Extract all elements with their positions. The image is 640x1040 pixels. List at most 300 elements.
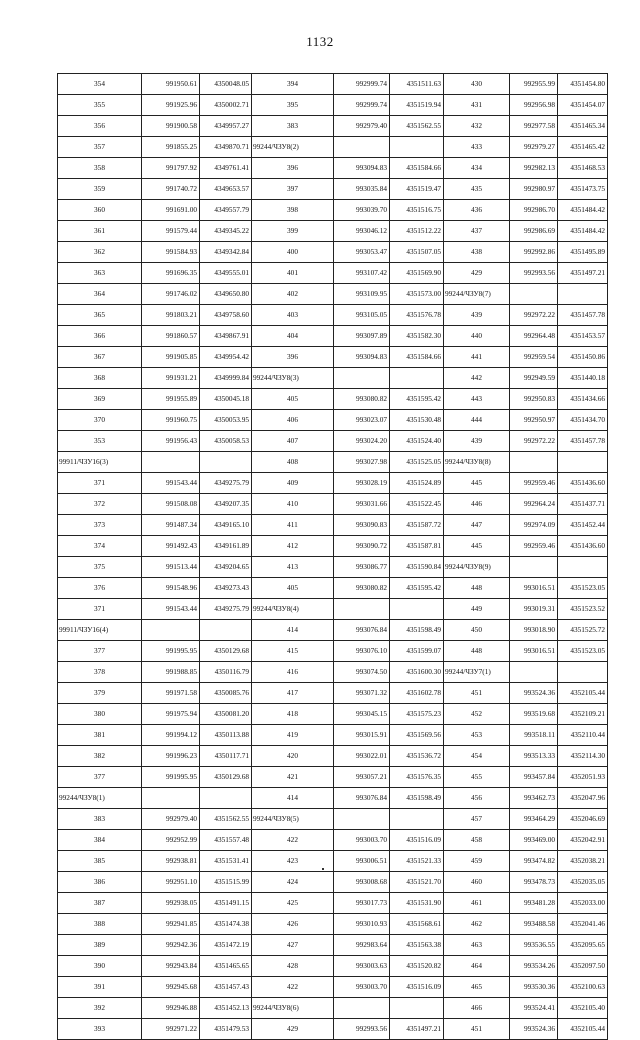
y-coordinate-cell: 4351524.89 xyxy=(390,473,444,494)
x-coordinate-cell: 993046.12 xyxy=(334,221,390,242)
point-number-cell: 394 xyxy=(252,74,334,95)
point-number-cell: 368 xyxy=(58,368,142,389)
point-number-cell: 356 xyxy=(58,116,142,137)
x-coordinate-cell: 993107.42 xyxy=(334,263,390,284)
table-row xyxy=(58,641,608,662)
x-coordinate-cell: 993008.68 xyxy=(334,872,390,893)
x-coordinate-cell: 992977.58 xyxy=(510,116,558,137)
y-coordinate-cell: 4351531.41 xyxy=(200,851,252,872)
y-coordinate-cell: 4351562.55 xyxy=(390,116,444,137)
point-number-cell: 380 xyxy=(58,704,142,725)
y-coordinate-cell: 4351595.42 xyxy=(390,389,444,410)
point-number-cell: 422 xyxy=(252,830,334,851)
table-row xyxy=(58,410,608,431)
y-coordinate-cell: 4351507.05 xyxy=(390,242,444,263)
table-row xyxy=(58,683,608,704)
y-coordinate-cell: 4351497.21 xyxy=(558,263,608,284)
point-number-cell: 414 xyxy=(252,620,334,641)
table-row xyxy=(58,263,608,284)
x-coordinate-cell: 993478.73 xyxy=(510,872,558,893)
point-number-cell: 424 xyxy=(252,872,334,893)
point-number-cell: 425 xyxy=(252,893,334,914)
y-coordinate-cell: 4351450.86 xyxy=(558,347,608,368)
x-coordinate-cell: 993534.26 xyxy=(510,956,558,977)
x-coordinate-cell: 991584.93 xyxy=(142,242,200,263)
point-number-cell: 354 xyxy=(58,74,142,95)
point-number-cell: 421 xyxy=(252,767,334,788)
point-number-cell: 412 xyxy=(252,536,334,557)
y-coordinate-cell: 4351516.09 xyxy=(390,977,444,998)
point-number-cell: 372 xyxy=(58,494,142,515)
y-coordinate-cell: 4349161.89 xyxy=(200,536,252,557)
point-number-cell: 370 xyxy=(58,410,142,431)
point-number-cell: 452 xyxy=(444,704,510,725)
point-number-cell: 442 xyxy=(444,368,510,389)
y-coordinate-cell: 4352114.30 xyxy=(558,746,608,767)
table-row xyxy=(58,998,608,1019)
point-number-cell: 435 xyxy=(444,179,510,200)
x-coordinate-cell xyxy=(142,452,200,473)
y-coordinate-cell: 4351434.66 xyxy=(558,389,608,410)
x-coordinate-cell xyxy=(334,998,390,1019)
table-row xyxy=(58,620,608,641)
x-coordinate-cell: 992949.59 xyxy=(510,368,558,389)
x-coordinate-cell xyxy=(334,368,390,389)
x-coordinate-cell: 993464.29 xyxy=(510,809,558,830)
point-number-cell: 418 xyxy=(252,704,334,725)
y-coordinate-cell: 4351525.05 xyxy=(390,452,444,473)
y-coordinate-cell: 4350117.71 xyxy=(200,746,252,767)
y-coordinate-cell: 4352051.93 xyxy=(558,767,608,788)
x-coordinate-cell: 992983.64 xyxy=(334,935,390,956)
x-coordinate-cell: 993022.01 xyxy=(334,746,390,767)
y-coordinate-cell: 4351584.66 xyxy=(390,347,444,368)
point-number-cell: 450 xyxy=(444,620,510,641)
y-coordinate-cell: 4351599.07 xyxy=(390,641,444,662)
x-coordinate-cell: 991860.57 xyxy=(142,326,200,347)
point-number-cell: 447 xyxy=(444,515,510,536)
y-coordinate-cell: 4351519.94 xyxy=(390,95,444,116)
point-number-cell: 444 xyxy=(444,410,510,431)
point-number-cell: 401 xyxy=(252,263,334,284)
point-number-cell: 462 xyxy=(444,914,510,935)
point-number-cell: 427 xyxy=(252,935,334,956)
table-row xyxy=(58,326,608,347)
y-coordinate-cell: 4351479.53 xyxy=(200,1019,252,1040)
point-number-cell: 458 xyxy=(444,830,510,851)
point-number-cell: 426 xyxy=(252,914,334,935)
y-coordinate-cell: 4351575.23 xyxy=(390,704,444,725)
table-row xyxy=(58,536,608,557)
y-coordinate-cell: 4349275.79 xyxy=(200,473,252,494)
y-coordinate-cell: 4351434.70 xyxy=(558,410,608,431)
y-coordinate-cell: 4351576.78 xyxy=(390,305,444,326)
y-coordinate-cell: 4351569.90 xyxy=(390,263,444,284)
x-coordinate-cell: 993027.98 xyxy=(334,452,390,473)
y-coordinate-cell: 4351495.89 xyxy=(558,242,608,263)
y-coordinate-cell: 4352046.69 xyxy=(558,809,608,830)
point-number-cell: 429 xyxy=(252,1019,334,1040)
x-coordinate-cell: 993018.90 xyxy=(510,620,558,641)
x-coordinate-cell: 991508.08 xyxy=(142,494,200,515)
x-coordinate-cell: 993462.73 xyxy=(510,788,558,809)
x-coordinate-cell: 993090.72 xyxy=(334,536,390,557)
y-coordinate-cell: 4350048.05 xyxy=(200,74,252,95)
table-row xyxy=(58,368,608,389)
y-coordinate-cell: 4351576.35 xyxy=(390,767,444,788)
y-coordinate-cell xyxy=(390,368,444,389)
point-number-cell: 376 xyxy=(58,578,142,599)
x-coordinate-cell: 992974.09 xyxy=(510,515,558,536)
y-coordinate-cell: 4351557.48 xyxy=(200,830,252,851)
y-coordinate-cell: 4351563.38 xyxy=(390,935,444,956)
y-coordinate-cell: 4351524.40 xyxy=(390,431,444,452)
point-number-cell: 414 xyxy=(252,788,334,809)
y-coordinate-cell: 4351484.42 xyxy=(558,200,608,221)
y-coordinate-cell: 4352038.21 xyxy=(558,851,608,872)
point-number-cell: 396 xyxy=(252,158,334,179)
point-number-cell: 385 xyxy=(58,851,142,872)
y-coordinate-cell: 4349758.60 xyxy=(200,305,252,326)
x-coordinate-cell: 992941.85 xyxy=(142,914,200,935)
y-coordinate-cell xyxy=(558,557,608,578)
y-coordinate-cell: 4350129.68 xyxy=(200,767,252,788)
point-number-cell: 430 xyxy=(444,74,510,95)
point-number-cell: 406 xyxy=(252,410,334,431)
y-coordinate-cell: 4350053.95 xyxy=(200,410,252,431)
point-number-cell: 383 xyxy=(58,809,142,830)
y-coordinate-cell: 4351511.63 xyxy=(390,74,444,95)
y-coordinate-cell: 4349275.79 xyxy=(200,599,252,620)
point-number-cell: 362 xyxy=(58,242,142,263)
y-coordinate-cell xyxy=(200,788,252,809)
y-coordinate-cell: 4351474.38 xyxy=(200,914,252,935)
point-number-cell: 453 xyxy=(444,725,510,746)
x-coordinate-cell: 993024.20 xyxy=(334,431,390,452)
x-coordinate-cell: 992972.22 xyxy=(510,431,558,452)
y-coordinate-cell: 4349999.84 xyxy=(200,368,252,389)
point-number-cell: 366 xyxy=(58,326,142,347)
y-coordinate-cell xyxy=(390,137,444,158)
point-number-cell: 455 xyxy=(444,767,510,788)
point-number-cell: 384 xyxy=(58,830,142,851)
x-coordinate-cell: 991996.23 xyxy=(142,746,200,767)
x-coordinate-cell: 991696.35 xyxy=(142,263,200,284)
x-coordinate-cell: 992951.10 xyxy=(142,872,200,893)
y-coordinate-cell xyxy=(200,452,252,473)
point-number-cell: 420 xyxy=(252,746,334,767)
y-coordinate-cell: 4351465.34 xyxy=(558,116,608,137)
table-row xyxy=(58,221,608,242)
table-row xyxy=(58,452,608,473)
x-coordinate-cell: 993518.11 xyxy=(510,725,558,746)
x-coordinate-cell xyxy=(334,137,390,158)
x-coordinate-cell: 993017.73 xyxy=(334,893,390,914)
x-coordinate-cell: 991905.85 xyxy=(142,347,200,368)
y-coordinate-cell: 4350058.53 xyxy=(200,431,252,452)
point-number-cell: 371 xyxy=(58,473,142,494)
parcel-header-cell: 99244/ЧЗУ8(7) xyxy=(444,284,510,305)
point-number-cell: 415 xyxy=(252,641,334,662)
table-row xyxy=(58,935,608,956)
point-number-cell: 463 xyxy=(444,935,510,956)
y-coordinate-cell: 4352035.05 xyxy=(558,872,608,893)
y-coordinate-cell: 4351516.09 xyxy=(390,830,444,851)
x-coordinate-cell: 992979.27 xyxy=(510,137,558,158)
x-coordinate-cell: 992952.99 xyxy=(142,830,200,851)
table-row xyxy=(58,116,608,137)
point-number-cell: 388 xyxy=(58,914,142,935)
y-coordinate-cell: 4352109.21 xyxy=(558,704,608,725)
table-row xyxy=(58,473,608,494)
y-coordinate-cell: 4350045.18 xyxy=(200,389,252,410)
y-coordinate-cell: 4349653.57 xyxy=(200,179,252,200)
point-number-cell: 428 xyxy=(252,956,334,977)
point-number-cell: 373 xyxy=(58,515,142,536)
x-coordinate-cell: 993019.31 xyxy=(510,599,558,620)
x-coordinate-cell: 993035.84 xyxy=(334,179,390,200)
x-coordinate-cell xyxy=(510,557,558,578)
point-number-cell: 439 xyxy=(444,305,510,326)
x-coordinate-cell: 993031.66 xyxy=(334,494,390,515)
point-number-cell: 440 xyxy=(444,326,510,347)
x-coordinate-cell: 993023.07 xyxy=(334,410,390,431)
x-coordinate-cell: 992971.22 xyxy=(142,1019,200,1040)
x-coordinate-cell: 992938.81 xyxy=(142,851,200,872)
x-coordinate-cell: 993015.91 xyxy=(334,725,390,746)
table-row xyxy=(58,977,608,998)
y-coordinate-cell: 4352100.63 xyxy=(558,977,608,998)
x-coordinate-cell: 993519.68 xyxy=(510,704,558,725)
point-number-cell: 399 xyxy=(252,221,334,242)
y-coordinate-cell: 4351457.78 xyxy=(558,431,608,452)
y-coordinate-cell xyxy=(558,662,608,683)
y-coordinate-cell: 4351453.57 xyxy=(558,326,608,347)
x-coordinate-cell: 993003.70 xyxy=(334,830,390,851)
point-number-cell: 375 xyxy=(58,557,142,578)
parcel-header-cell: 99244/ЧЗУ8(6) xyxy=(252,998,334,1019)
y-coordinate-cell: 4351436.60 xyxy=(558,536,608,557)
point-number-cell: 383 xyxy=(252,116,334,137)
point-number-cell: 359 xyxy=(58,179,142,200)
point-number-cell: 465 xyxy=(444,977,510,998)
x-coordinate-cell: 993469.00 xyxy=(510,830,558,851)
y-coordinate-cell: 4349165.10 xyxy=(200,515,252,536)
y-coordinate-cell: 4352105.44 xyxy=(558,683,608,704)
point-number-cell: 397 xyxy=(252,179,334,200)
x-coordinate-cell: 993045.15 xyxy=(334,704,390,725)
y-coordinate-cell: 4351602.78 xyxy=(390,683,444,704)
x-coordinate-cell: 991988.85 xyxy=(142,662,200,683)
x-coordinate-cell: 992942.36 xyxy=(142,935,200,956)
table-row xyxy=(58,956,608,977)
y-coordinate-cell: 4351522.45 xyxy=(390,494,444,515)
x-coordinate-cell: 993474.82 xyxy=(510,851,558,872)
y-coordinate-cell: 4349555.01 xyxy=(200,263,252,284)
table-row xyxy=(58,347,608,368)
x-coordinate-cell: 991995.95 xyxy=(142,641,200,662)
y-coordinate-cell: 4351568.61 xyxy=(390,914,444,935)
x-coordinate-cell: 993481.28 xyxy=(510,893,558,914)
y-coordinate-cell: 4351530.48 xyxy=(390,410,444,431)
x-coordinate-cell: 993076.84 xyxy=(334,788,390,809)
table-row xyxy=(58,515,608,536)
x-coordinate-cell: 992964.24 xyxy=(510,494,558,515)
table-row xyxy=(58,74,608,95)
x-coordinate-cell: 992979.40 xyxy=(142,809,200,830)
y-coordinate-cell: 4349761.41 xyxy=(200,158,252,179)
y-coordinate-cell: 4351562.55 xyxy=(200,809,252,830)
x-coordinate-cell: 992993.56 xyxy=(334,1019,390,1040)
x-coordinate-cell: 992946.88 xyxy=(142,998,200,1019)
x-coordinate-cell xyxy=(142,620,200,641)
table-row xyxy=(58,893,608,914)
x-coordinate-cell: 991931.21 xyxy=(142,368,200,389)
y-coordinate-cell: 4351598.49 xyxy=(390,788,444,809)
point-number-cell: 422 xyxy=(252,977,334,998)
x-coordinate-cell: 993076.84 xyxy=(334,620,390,641)
y-coordinate-cell: 4349207.35 xyxy=(200,494,252,515)
y-coordinate-cell: 4351531.90 xyxy=(390,893,444,914)
table-row xyxy=(58,914,608,935)
x-coordinate-cell: 991803.21 xyxy=(142,305,200,326)
x-coordinate-cell: 992959.46 xyxy=(510,536,558,557)
x-coordinate-cell: 993053.47 xyxy=(334,242,390,263)
y-coordinate-cell: 4349954.42 xyxy=(200,347,252,368)
x-coordinate-cell: 991925.96 xyxy=(142,95,200,116)
parcel-header-cell: 99244/ЧЗУ8(3) xyxy=(252,368,334,389)
y-coordinate-cell: 4351516.75 xyxy=(390,200,444,221)
y-coordinate-cell: 4352105.40 xyxy=(558,998,608,1019)
table-row xyxy=(58,704,608,725)
y-coordinate-cell: 4351598.49 xyxy=(390,620,444,641)
x-coordinate-cell: 993524.36 xyxy=(510,1019,558,1040)
parcel-header-cell: 99244/ЧЗУ8(4) xyxy=(252,599,334,620)
point-number-cell: 439 xyxy=(444,431,510,452)
y-coordinate-cell: 4351468.53 xyxy=(558,158,608,179)
point-number-cell: 433 xyxy=(444,137,510,158)
x-coordinate-cell: 991971.58 xyxy=(142,683,200,704)
point-number-cell: 456 xyxy=(444,788,510,809)
point-number-cell: 355 xyxy=(58,95,142,116)
x-coordinate-cell: 993016.51 xyxy=(510,578,558,599)
x-coordinate-cell: 991543.44 xyxy=(142,599,200,620)
point-number-cell: 386 xyxy=(58,872,142,893)
y-coordinate-cell: 4351437.71 xyxy=(558,494,608,515)
point-number-cell: 460 xyxy=(444,872,510,893)
point-number-cell: 369 xyxy=(58,389,142,410)
point-number-cell: 443 xyxy=(444,389,510,410)
x-coordinate-cell: 993086.77 xyxy=(334,557,390,578)
x-coordinate-cell: 993530.36 xyxy=(510,977,558,998)
parcel-header-cell: 99244/ЧЗУ8(8) xyxy=(444,452,510,473)
y-coordinate-cell: 4351587.72 xyxy=(390,515,444,536)
point-number-cell: 461 xyxy=(444,893,510,914)
point-number-cell: 367 xyxy=(58,347,142,368)
y-coordinate-cell: 4351520.82 xyxy=(390,956,444,977)
point-number-cell: 365 xyxy=(58,305,142,326)
point-number-cell: 446 xyxy=(444,494,510,515)
x-coordinate-cell: 993003.63 xyxy=(334,956,390,977)
y-coordinate-cell: 4352105.44 xyxy=(558,1019,608,1040)
parcel-header-cell: 99244/ЧЗУ8(2) xyxy=(252,137,334,158)
point-number-cell: 395 xyxy=(252,95,334,116)
x-coordinate-cell: 991797.92 xyxy=(142,158,200,179)
x-coordinate-cell: 993039.70 xyxy=(334,200,390,221)
point-number-cell: 393 xyxy=(58,1019,142,1040)
point-number-cell: 360 xyxy=(58,200,142,221)
y-coordinate-cell: 4351573.00 xyxy=(390,284,444,305)
point-number-cell: 417 xyxy=(252,683,334,704)
x-coordinate-cell: 992945.68 xyxy=(142,977,200,998)
x-coordinate-cell: 993028.19 xyxy=(334,473,390,494)
y-coordinate-cell: 4351465.42 xyxy=(558,137,608,158)
x-coordinate-cell: 991994.12 xyxy=(142,725,200,746)
x-coordinate-cell xyxy=(334,809,390,830)
y-coordinate-cell: 4351454.80 xyxy=(558,74,608,95)
y-coordinate-cell: 4352097.50 xyxy=(558,956,608,977)
table-row xyxy=(58,746,608,767)
x-coordinate-cell: 991855.25 xyxy=(142,137,200,158)
y-coordinate-cell: 4349273.43 xyxy=(200,578,252,599)
table-row xyxy=(58,137,608,158)
y-coordinate-cell: 4351454.07 xyxy=(558,95,608,116)
y-coordinate-cell: 4351587.81 xyxy=(390,536,444,557)
x-coordinate-cell: 993109.95 xyxy=(334,284,390,305)
point-number-cell: 371 xyxy=(58,599,142,620)
y-coordinate-cell: 4350116.79 xyxy=(200,662,252,683)
table-row xyxy=(58,725,608,746)
point-number-cell: 382 xyxy=(58,746,142,767)
point-number-cell: 389 xyxy=(58,935,142,956)
point-number-cell: 436 xyxy=(444,200,510,221)
y-coordinate-cell xyxy=(390,599,444,620)
y-coordinate-cell: 4351582.30 xyxy=(390,326,444,347)
y-coordinate-cell: 4351440.18 xyxy=(558,368,608,389)
x-coordinate-cell: 993457.84 xyxy=(510,767,558,788)
y-coordinate-cell: 4350085.76 xyxy=(200,683,252,704)
x-coordinate-cell: 992992.86 xyxy=(510,242,558,263)
y-coordinate-cell: 4351452.13 xyxy=(200,998,252,1019)
point-number-cell: 403 xyxy=(252,305,334,326)
x-coordinate-cell: 991900.58 xyxy=(142,116,200,137)
point-number-cell: 387 xyxy=(58,893,142,914)
y-coordinate-cell: 4351521.70 xyxy=(390,872,444,893)
x-coordinate-cell: 992955.99 xyxy=(510,74,558,95)
point-number-cell: 391 xyxy=(58,977,142,998)
point-number-cell: 390 xyxy=(58,956,142,977)
y-coordinate-cell: 4351452.44 xyxy=(558,515,608,536)
x-coordinate-cell: 992938.05 xyxy=(142,893,200,914)
y-coordinate-cell: 4352033.00 xyxy=(558,893,608,914)
x-coordinate-cell: 992980.97 xyxy=(510,179,558,200)
parcel-header-cell: 99911/ЧЗУ16(3) xyxy=(58,452,142,473)
x-coordinate-cell: 993524.36 xyxy=(510,683,558,704)
y-coordinate-cell: 4351600.30 xyxy=(390,662,444,683)
x-coordinate-cell: 993097.89 xyxy=(334,326,390,347)
y-coordinate-cell: 4351590.84 xyxy=(390,557,444,578)
x-coordinate-cell: 991691.00 xyxy=(142,200,200,221)
y-coordinate-cell: 4351457.43 xyxy=(200,977,252,998)
y-coordinate-cell: 4351523.52 xyxy=(558,599,608,620)
y-coordinate-cell xyxy=(390,998,444,1019)
table-row xyxy=(58,1019,608,1040)
y-coordinate-cell: 4351595.42 xyxy=(390,578,444,599)
point-number-cell: 441 xyxy=(444,347,510,368)
point-number-cell: 374 xyxy=(58,536,142,557)
point-number-cell: 457 xyxy=(444,809,510,830)
y-coordinate-cell: 4349557.79 xyxy=(200,200,252,221)
